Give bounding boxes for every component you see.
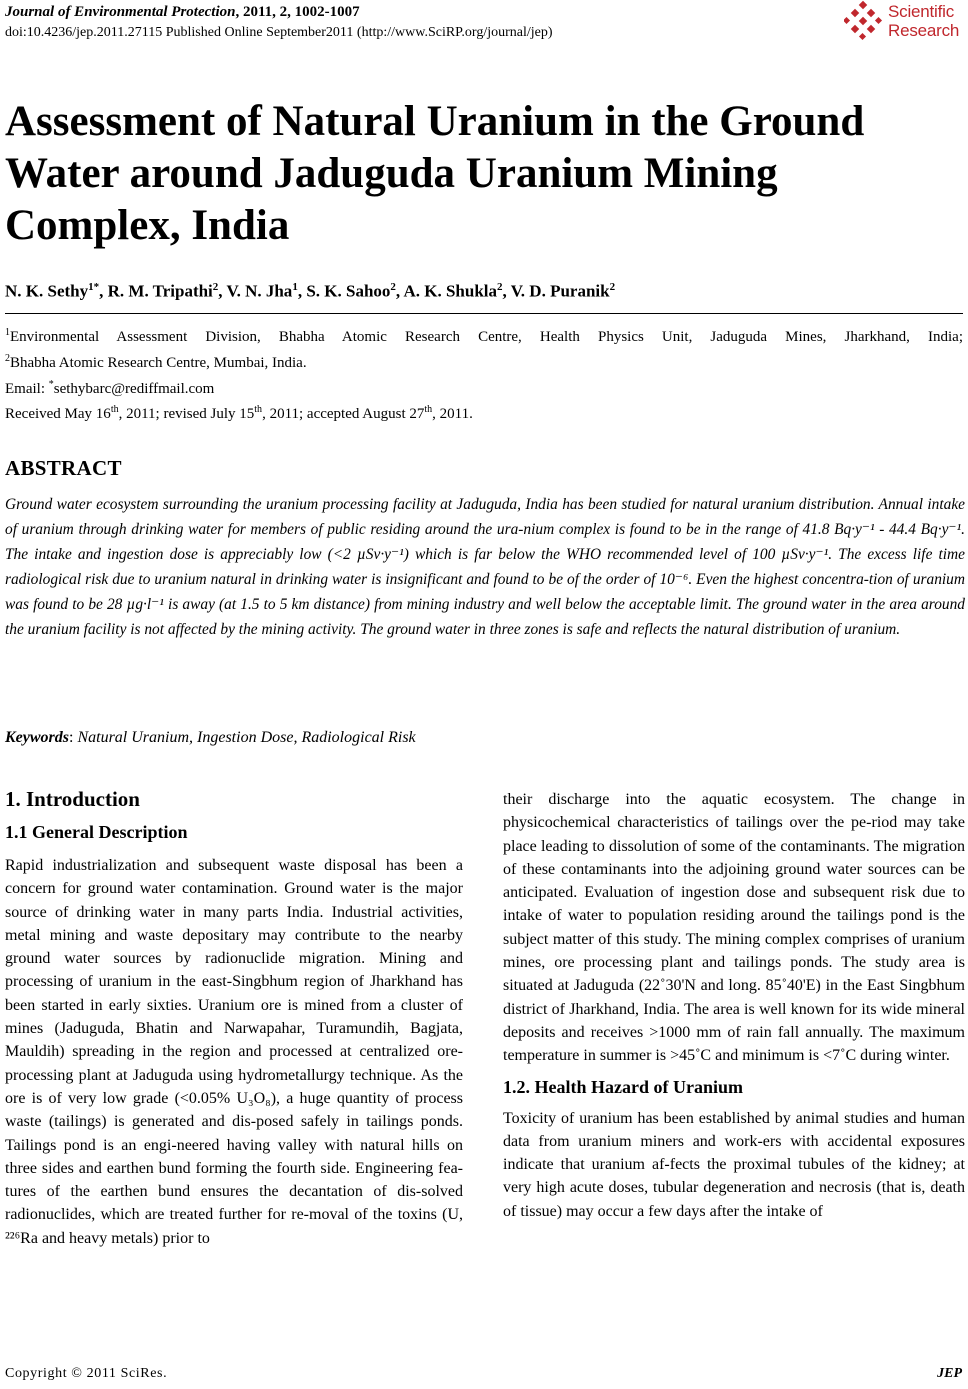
email-line: Email: *sethybarc@rediffmail.com xyxy=(5,379,215,397)
author-name: R. M. Tripathi xyxy=(107,281,213,301)
logo-line-1: Scientific xyxy=(888,2,955,21)
body-paragraph: Toxicity of uranium has been established by animal studies and human data from uranium miners and work-ers with accidental exposures indicate that uranium af-fects the proximal tubules of the kidney; at very high acute doses, tubular degeneration and necrosis (that is, death of tissue) may occur a few days after the intake of xyxy=(503,1109,965,1220)
author-affil-mark: 2 xyxy=(390,281,396,293)
author-affil-mark: 2 xyxy=(212,281,219,293)
header-divider xyxy=(5,313,963,314)
body-paragraph: their discharge into the aquatic ecosystem. The change in physicochemical characteristics of tailings over the pe-riod may take place leading to dissolution of some of the contaminants. The migration of these contaminants into the adjoining ground water sources can be anticipated. Evaluation of ingestion dose and subsequent risk due to intake of water to population residing around the tailings pond is the subject matter of this study. The mining complex comprises of uranium mines, ore processing plant and tailings ponds. The study area is situated at Jaduguda (22˚30'N and long. 85˚40'E) in the East Singbhum district of Jharkhand, India. The area is well known for its wide mineral deposits and receives >1000 mm of rain fall annually. The maximum temperature in summer is >45˚C and minimum is <7˚C during winter. xyxy=(503,791,965,1065)
keywords-line: Keywords: Natural Uranium, Ingestion Dose, Radiological Risk xyxy=(5,729,416,746)
email-link[interactable]: sethybarc@rediffmail.com xyxy=(53,381,215,397)
publisher-logo xyxy=(844,0,964,44)
author-list: N. K. Sethy$^{1*}$, R. M. Tripathi$^2$, V. N. Jha$^1$, S. K. Sahoo$^2$, A. K. Shukla$^2$, V. D. Puranik$^2$ xyxy=(5,281,616,301)
journal-abbreviation: JEP xyxy=(937,1366,962,1381)
logo-mark-icon xyxy=(844,0,886,42)
body-column-left xyxy=(5,787,463,1250)
body-paragraph: Rapid industrialization and subsequent waste disposal has been a concern for ground water contamination. Ground water is the major source of drinking water in many parts India. Industrial activities, metal mining and waste depositary may contribute to the nearby ground water sources by radionuclide migration. Mining and processing of uranium in the east-Singbhum region of Jharkhand has been started in early sixties. Uranium ore is mined from a cluster of mines (Jaduguda, Bhatin and Narwapahar, Turamundih, Bagjata, Mauldih) spreading in the region and processed at centralized ore-processing plant at Jaduguda using hydrometallurgy technique. As the ore is of very low grade (<0.05% U₃O₈), a huge quantity of process waste (tailings) is generated and dis-posed safely in tailings ponds. Tailings pond is an engi-neered having valley with natural hills on three sides and earthen bund forming the fourth side. Engineering fea-tures of the earthen bund ensures the decantation of dis-solved radionuclides, which are treated further for re-moval of the toxins (U, ²²⁶Ra and heavy metals) prior to xyxy=(5,857,463,1247)
subsection-heading-health-hazard: 1.2. Health Hazard of Uranium xyxy=(503,1076,743,1097)
author-name: N. K. Sethy xyxy=(5,281,89,301)
paper-title: Assessment of Natural Uranium in the Ground Water around Jaduguda Uranium Mining Complex, India xyxy=(5,98,865,249)
journal-name: Journal of Environmental Protection xyxy=(5,4,236,20)
author-name: A. K. Shukla xyxy=(403,281,498,301)
author-name: S. K. Sahoo xyxy=(306,281,391,301)
affiliation-1: $^1$Environmental Assessment Division, Bhabha Atomic Research Centre, Health Physics Unit, Jaduguda Mines, Jharkhand, India; xyxy=(5,327,963,345)
author-affil-mark: 1* xyxy=(88,281,100,293)
received-dates: Received May 16th, 2011; revised July 15th, 2011; accepted August 27th, 2011. xyxy=(5,404,473,422)
copyright-notice: Copyright © 2011 SciRes. xyxy=(5,1366,168,1381)
author-affil-mark: 2 xyxy=(609,281,616,293)
author-affil-mark: 1 xyxy=(292,281,298,293)
journal-volume-pages: , 2011, 2, 1002-1007 xyxy=(235,4,360,20)
section-heading-introduction: 1. Introduction xyxy=(5,787,140,811)
affiliations xyxy=(5,322,963,400)
author-affil-mark: 2 xyxy=(497,281,503,293)
logo-wordmark xyxy=(888,2,959,40)
keywords-list: Natural Uranium, Ingestion Dose, Radiological Risk xyxy=(77,729,416,746)
doi-line: doi:10.4236/jep.2011.27115 Published Online September2011 (http://www.SciRP.org/journal/jep) xyxy=(5,25,553,40)
keywords-label: Keywords xyxy=(5,729,69,746)
body-column-right xyxy=(503,788,965,1223)
journal-citation xyxy=(5,3,360,21)
abstract-heading: ABSTRACT xyxy=(5,456,122,480)
abstract-text: Ground water ecosystem surrounding the uranium processing facility at Jaduguda, India has been studied for natural uranium distribution. Annual intake of uranium through drinking water for members of public residing around the ura-nium complex is found to be in the range of 41.8 Bq·y⁻¹ - 44.4 Bq·y⁻¹. The intake and ingestion dose is appreciably low (<2 µSv·y⁻¹) which is far below the WHO recommended level of 100 µSv·y⁻¹. The excess life time radiological risk due to uranium natural in drinking water is insignificant and found to be of the order of 10⁻⁶. Even the highest concentra-tion of uranium was found to be 28 µg·l⁻¹ is away (at 1.5 to 5 km distance) from mining industry and well below the acceptable limit. The ground water in the area around the uranium facility is not affected by the mining activity. The ground water in three zones is safe and reflects the natural distribution of uranium. xyxy=(5,496,965,638)
affiliation-2: $^2$Bhabha Atomic Research Centre, Mumbai, India. xyxy=(5,353,307,371)
author-name: V. N. Jha xyxy=(226,281,293,301)
logo-line-2: Research xyxy=(888,21,960,40)
subsection-heading-general: 1.1 General Description xyxy=(5,822,188,842)
author-name: V. D. Puranik xyxy=(510,281,610,301)
